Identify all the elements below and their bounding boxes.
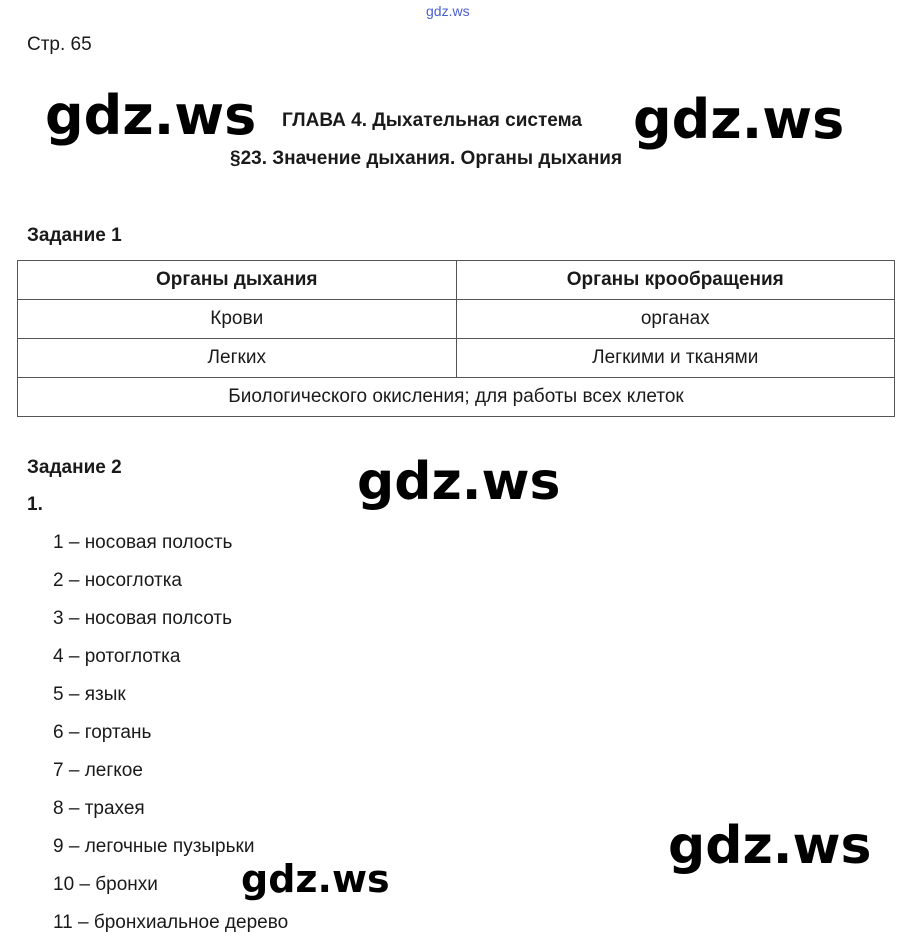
watermark-large: gdz.ws xyxy=(45,84,257,147)
list-item: 6 – гортань xyxy=(53,722,152,743)
list-item: 9 – легочные пузырьки xyxy=(53,836,255,857)
list-item: 1 – носовая полость xyxy=(53,532,233,553)
table-row xyxy=(18,300,895,339)
list-item: 3 – носовая полсоть xyxy=(53,608,233,629)
table-header-row xyxy=(18,261,895,300)
page-number: Стр. 65 xyxy=(27,34,92,55)
task2-sub-number: 1. xyxy=(27,494,43,515)
table-row-merged xyxy=(18,378,895,417)
chapter-title: ГЛАВА 4. Дыхательная система xyxy=(282,110,582,131)
watermark-large: gdz.ws xyxy=(668,816,872,876)
list-item: 11 – бронхиальное дерево xyxy=(53,912,289,933)
list-item: 10 – бронхи xyxy=(53,874,158,895)
table-header-cell: Органы крообращения xyxy=(456,261,895,300)
answer-table xyxy=(17,260,895,417)
list-item: 2 – носоглотка xyxy=(53,570,182,591)
watermark-top: gdz.ws xyxy=(426,3,470,19)
list-item: 8 – трахея xyxy=(53,798,145,819)
watermark-large: gdz.ws xyxy=(633,88,845,151)
organ-list xyxy=(53,532,288,950)
section-title: §23. Значение дыхания. Органы дыхания xyxy=(230,148,623,169)
list-item: 4 – ротоглотка xyxy=(53,646,181,667)
table-cell: Легкими и тканями xyxy=(456,339,895,378)
table-cell: органах xyxy=(456,300,895,339)
task1-title: Задание 1 xyxy=(27,225,122,246)
table-cell: Легких xyxy=(18,339,457,378)
table-header-cell: Органы дыхания xyxy=(18,261,457,300)
watermark-large: gdz.ws xyxy=(241,857,390,901)
task2-title: Задание 2 xyxy=(27,457,122,478)
list-item: 7 – легкое xyxy=(53,760,143,781)
table-cell: Крови xyxy=(18,300,457,339)
table-cell-merged: Биологического окисления; для работы всех клеток xyxy=(18,378,895,417)
watermark-large: gdz.ws xyxy=(357,452,561,512)
table-row xyxy=(18,339,895,378)
list-item: 5 – язык xyxy=(53,684,126,705)
